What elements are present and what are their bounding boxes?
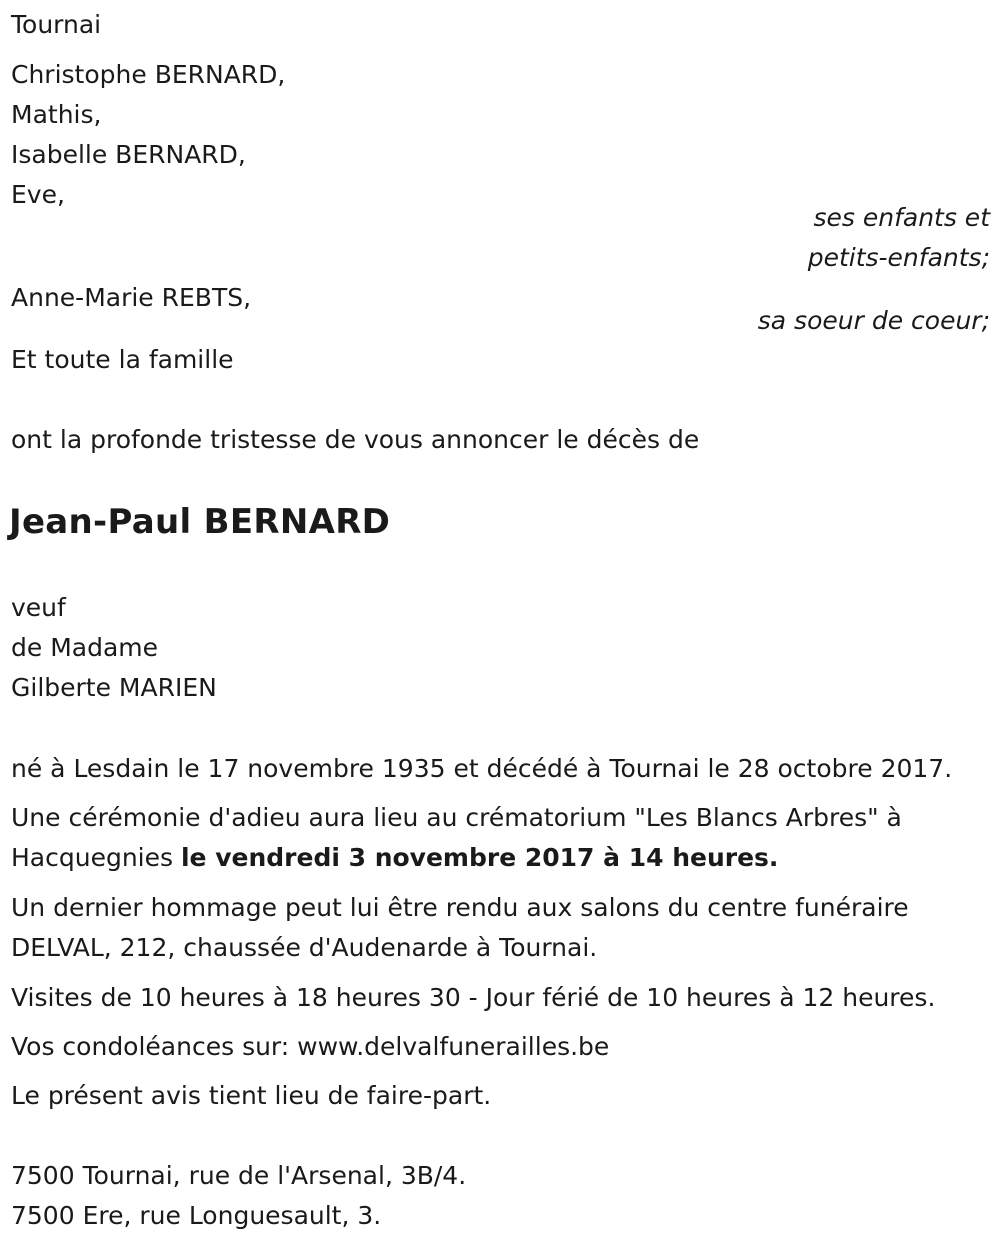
visits-line: Visites de 10 heures à 18 heures 30 - Jour férié de 10 heures à 12 heures. bbox=[11, 983, 936, 1012]
family-child-4: Eve, bbox=[11, 180, 65, 209]
announcement-text: ont la profonde tristesse de vous annoncer le décès de bbox=[11, 425, 700, 454]
family-child-2: Mathis, bbox=[11, 100, 102, 129]
deceased-name: Jean-Paul BERNARD bbox=[9, 502, 391, 542]
notice-line: Le présent avis tient lieu de faire-part. bbox=[11, 1081, 492, 1110]
address-1: 7500 Tournai, rue de l'Arsenal, 3B/4. bbox=[11, 1161, 467, 1190]
ceremony-text: Une cérémonie d'adieu aura lieu au crématorium "Les Blancs Arbres" à Hacquegnies bbox=[11, 803, 902, 872]
deceased-status-2: de Madame bbox=[11, 633, 159, 662]
children-relation-line-1: ses enfants et bbox=[813, 203, 990, 232]
family-sister: Anne-Marie REBTS, bbox=[11, 283, 252, 312]
location-heading: Tournai bbox=[11, 10, 102, 39]
family-rest: Et toute la famille bbox=[11, 345, 234, 374]
condolences-line: Vos condoléances sur: www.delvalfunerailles.be bbox=[11, 1032, 610, 1061]
deceased-status-1: veuf bbox=[11, 593, 66, 622]
birth-death-line: né à Lesdain le 17 novembre 1935 et décédé à Tournai le 28 octobre 2017. bbox=[11, 754, 953, 783]
ceremony-date: le vendredi 3 novembre 2017 à 14 heures. bbox=[180, 843, 779, 872]
children-relation-line-2: petits-enfants; bbox=[807, 243, 990, 272]
deceased-status-3: Gilberte MARIEN bbox=[11, 673, 217, 702]
sister-relation: sa soeur de coeur; bbox=[757, 306, 990, 335]
tribute-paragraph: Un dernier hommage peut lui être rendu aux salons du centre funéraire DELVAL, 212, chaussée d'Audenarde à Tournai. bbox=[11, 893, 909, 962]
ceremony-paragraph bbox=[11, 798, 996, 878]
family-child-3: Isabelle BERNARD, bbox=[11, 140, 246, 169]
address-2: 7500 Ere, rue Longuesault, 3. bbox=[11, 1201, 382, 1230]
family-child-1: Christophe BERNARD, bbox=[11, 60, 286, 89]
